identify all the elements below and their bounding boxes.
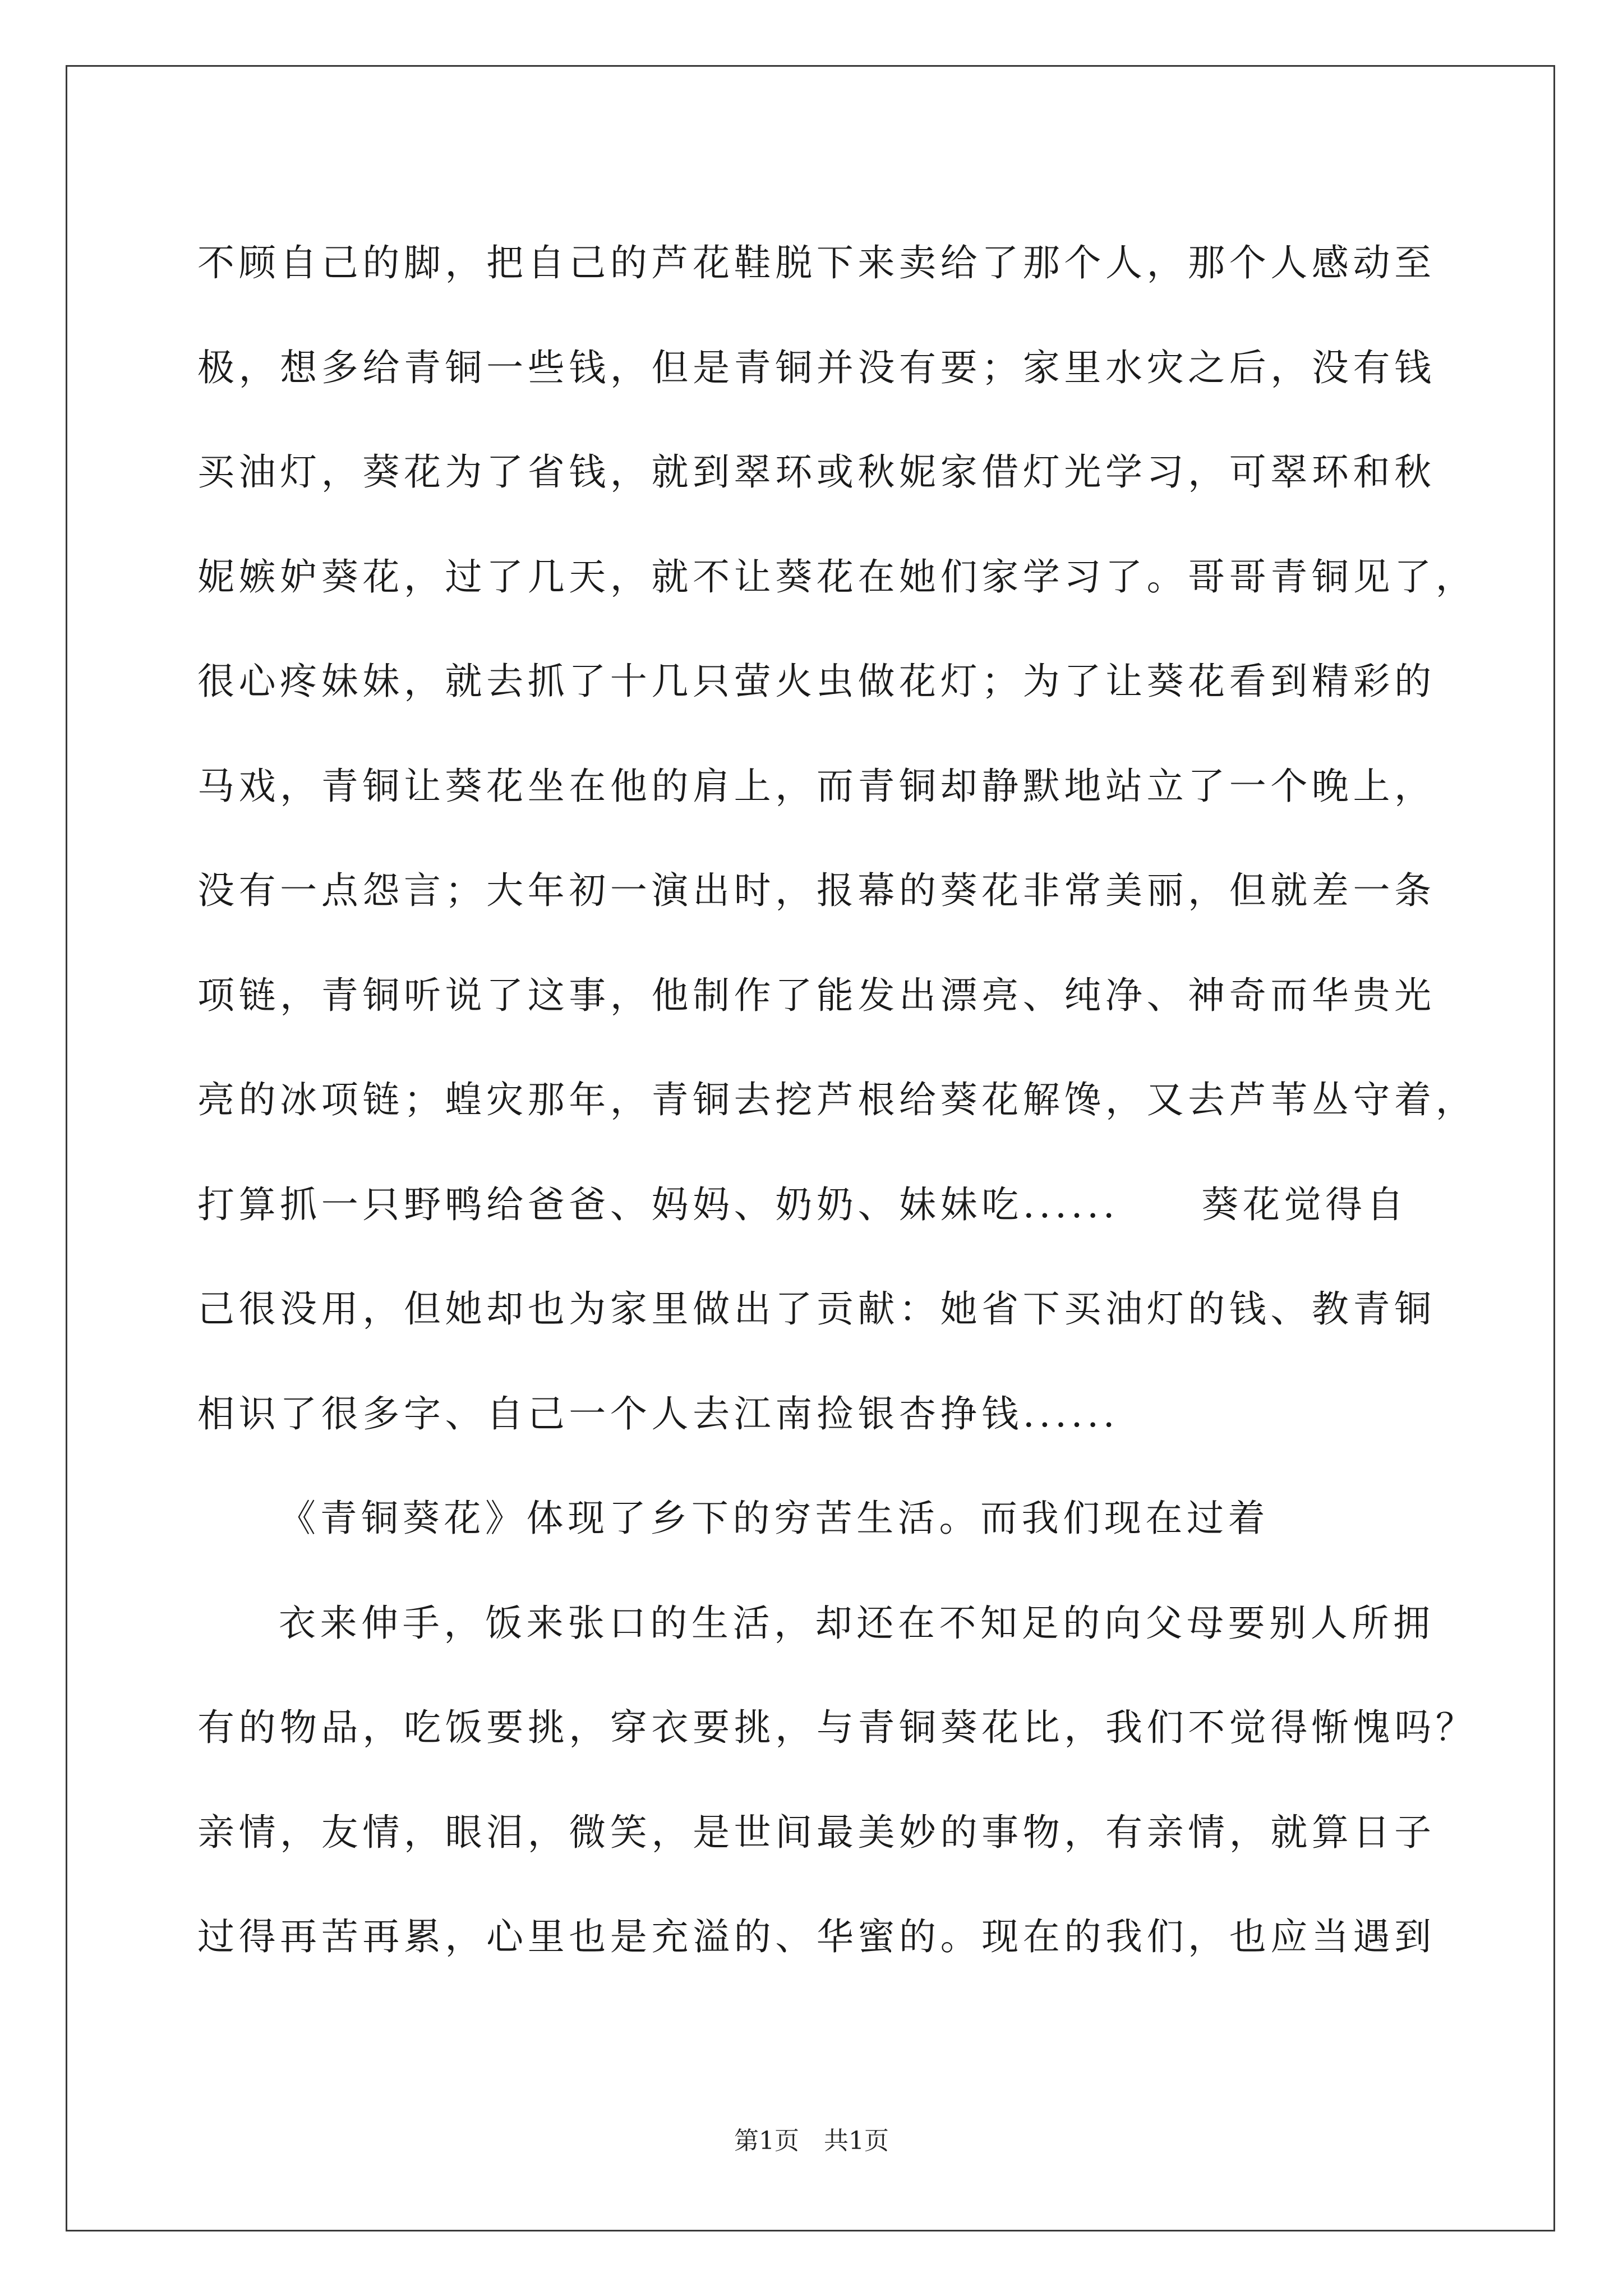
text-line: 己很没用，但她却也为家里做出了贡献：她省下买油灯的钱、教青铜 xyxy=(197,1287,1436,1331)
page-number-footer: 第1页 共1页 xyxy=(734,2127,889,2155)
text-line: 亮的冰项链；蝗灾那年，青铜去挖芦根给葵花解馋，又去芦苇丛守着， xyxy=(197,1078,1477,1121)
text-line: 过得再苦再累，心里也是充溢的、华蜜的。现在的我们，也应当遇到 xyxy=(197,1915,1436,1958)
text-line: 没有一点怨言；大年初一演出时，报幕的葵花非常美丽，但就差一条 xyxy=(197,869,1436,912)
text-line: 买油灯，葵花为了省钱，就到翠环或秋妮家借灯光学习，可翠环和秋 xyxy=(197,450,1436,494)
document-body xyxy=(197,211,1477,1990)
text-line: 马戏，青铜让葵花坐在他的肩上，而青铜却静默地站立了一个晚上， xyxy=(197,764,1436,808)
text-line: 打算抓一只野鸭给爸爸、妈妈、奶奶、妹妹吃...... 葵花觉得自 xyxy=(197,1182,1408,1226)
text-line: 很心疼妹妹，就去抓了十几只萤火虫做花灯；为了让葵花看到精彩的 xyxy=(197,660,1436,703)
text-line-indented: 《青铜葵花》体现了乡下的穷苦生活。而我们现在过着 xyxy=(279,1497,1270,1540)
text-line: 亲情，友情，眼泪，微笑，是世间最美妙的事物，有亲情，就算日子 xyxy=(197,1810,1436,1854)
text-line: 有的物品，吃饭要挑，穿衣要挑，与青铜葵花比，我们不觉得惭愧吗？ xyxy=(197,1706,1477,1749)
text-line: 项链，青铜听说了这事，他制作了能发出漂亮、纯净、神奇而华贵光 xyxy=(197,973,1436,1017)
text-line: 不顾自己的脚，把自己的芦花鞋脱下来卖给了那个人，那个人感动至 xyxy=(197,241,1436,284)
text-line: 相识了很多字、自己一个人去江南捡银杏挣钱...... xyxy=(197,1392,1119,1435)
text-line: 极，想多给青铜一些钱，但是青铜并没有要；家里水灾之后，没有钱 xyxy=(197,346,1436,389)
text-line-indented: 衣来伸手，饭来张口的生活，却还在不知足的向父母要别人所拥 xyxy=(279,1601,1435,1645)
text-line: 妮嫉妒葵花，过了几天，就不让葵花在她们家学习了。哥哥青铜见了， xyxy=(197,555,1477,599)
